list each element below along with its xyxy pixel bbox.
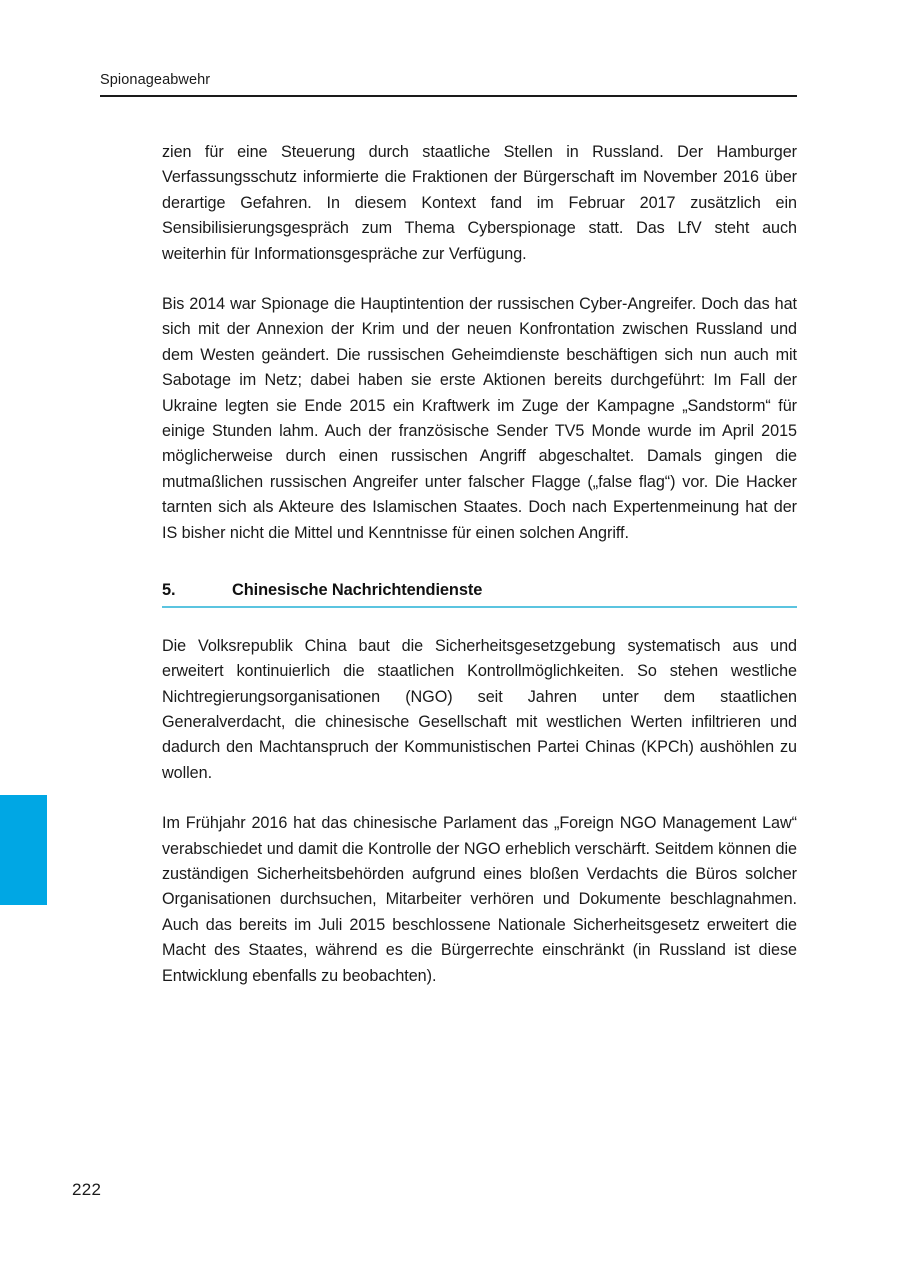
- section-heading: [162, 579, 797, 608]
- header-divider-rule: [100, 95, 797, 96]
- body-paragraph: Die Volksrepublik China baut die Sicherheitsgesetzgebung systematisch aus und erweitert kontinuierlich die staatlichen Kontrollmöglichkeiten. So stehen westliche Nichtregierungsorganisationen (NGO) seit Jahren unter dem staatlichen Generalverdacht, die chinesische Gesellschaft mit westlichen Werten infiltrieren und dadurch den Machtanspruch der Kommunistischen Partei Chinas (KPCh) aushöhlen zu wollen.: [162, 636, 797, 782]
- section-title: Chinesische Nachrichtendienste: [232, 581, 483, 600]
- chapter-edge-tab-marker: [0, 795, 47, 905]
- body-paragraph: zien für eine Steuerung durch staatliche Stellen in Russland. Der Hamburger Verfassungsschutz informierte die Fraktionen der Bürgerschaft im November 2016 über derartige Gefahren. In diesem Kontext fand im Februar 2017 zusätzlich ein Sensibilisierungsgespräch zum Thema Cyberspionage statt. Das LfV steht auch weiterhin für Informationsgespräche zur Verfügung.: [162, 143, 797, 263]
- running-header-title: Spionageabwehr: [100, 72, 211, 88]
- page-content: [162, 140, 797, 989]
- section-number: 5.: [162, 581, 176, 600]
- section-heading-row: [162, 579, 797, 601]
- running-header: [100, 72, 797, 97]
- body-paragraph: Im Frühjahr 2016 hat das chinesische Parlament das „Foreign NGO Management Law“ verabschiedet und damit die Kontrolle der NGO erheblich verschärft. Seitdem können die zuständigen Sicherheitsbehörden aufgrund eines bloßen Verdachts die Büros solcher Organisationen durchsuchen, Mitarbeiter verhören und Dokumente beschlagnahmen. Auch das bereits im Juli 2015 beschlossene Nationale Sicherheitsgesetz erweitert die Macht des Staates, während es die Bürgerrechte einschränkt (in Russland ist diese Entwicklung ebenfalls zu beobachten).: [162, 814, 797, 985]
- body-paragraph: Bis 2014 war Spionage die Hauptintention der russischen Cyber-Angreifer. Doch das hat sich mit der Annexion der Krim und der neuen Konfrontation zwischen Russland und dem Westen geändert. Die russischen Geheimdienste beschäftigen sich nun auch mit Sabotage im Netz; dabei haben sie erste Aktionen bereits durchgeführt: Im Fall der Ukraine legten sie Ende 2015 ein Kraftwerk im Zuge der Kampagne „Sandstorm“ für einige Stunden lahm. Auch der französische Sender TV5 Monde wurde im April 2015 möglicherweise durch einen russischen Angriff abgeschaltet. Damals gingen die mutmaßlichen russischen Angreifer unter falscher Flagge („false flag“) vor. Die Hacker tarnten sich als Akteure des Islamischen Staates. Doch nach Expertenmeinung hat der IS bisher nicht die Mittel und Kenntnisse für einen solchen Angriff.: [162, 295, 797, 542]
- page-number: 222: [72, 1180, 102, 1199]
- spacer: [162, 608, 797, 634]
